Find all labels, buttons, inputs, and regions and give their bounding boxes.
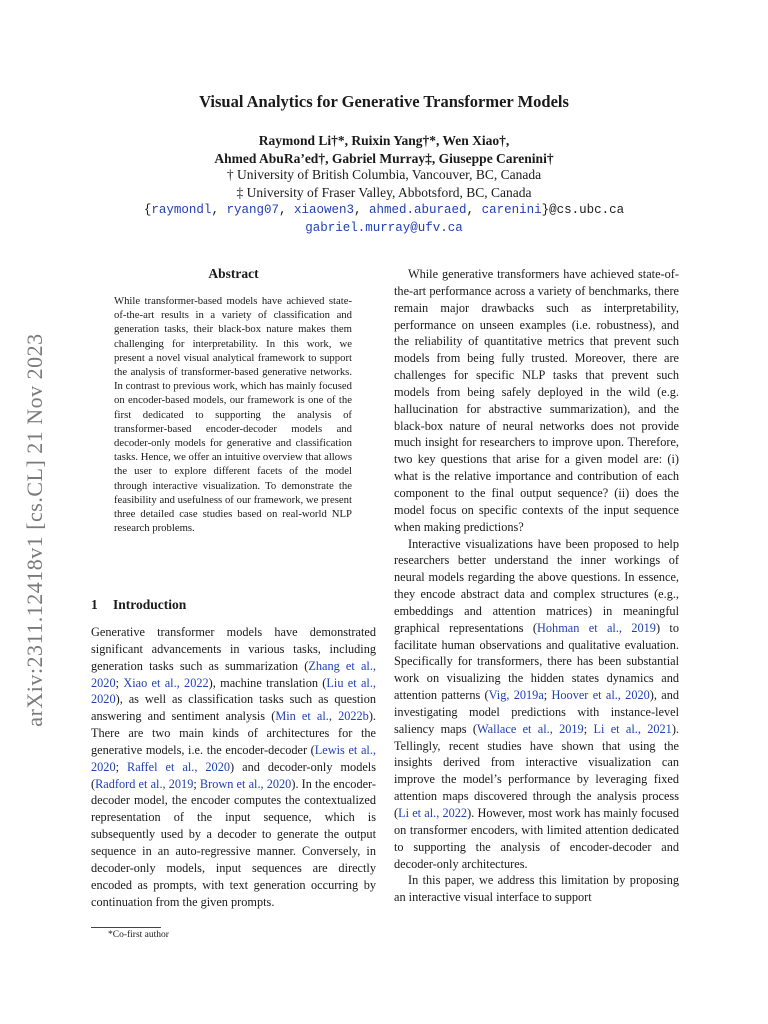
citation-link[interactable]: Min et al., 2022b [275, 709, 369, 724]
citation-link[interactable]: Wallace et al., 2019 [476, 721, 584, 736]
citation-link[interactable]: Vig, 2019a [488, 688, 544, 703]
email-link-raymondl[interactable]: raymondl [151, 203, 212, 217]
section-title: Introduction [113, 597, 187, 612]
email-brace-open: { [143, 203, 152, 217]
body-paragraph-1: While generative transformers have achieved state-of-the-art performance across a variety of benchmarks, there remain major drawbacks such as interpretability, performance on unseen examples (i.e. robustness), and the reliability of quantitative metrics that prevent such models from being fully trusted. Moreover, there are challenges for specific NLP tasks that prevent such models from being safely deployed in the wild (e.g. hallucination for abstractive summarization), and the black-box nature of neural networks does not provide much insight for researchers to improve upon. Therefore, two key questions that arise for a given model are: (i) what is the relative importance and contribution of each component to the final output sequence? (ii) does the model focus on specific contexts of the input sequence when making predictions? [394, 267, 679, 534]
citation-link[interactable]: Li et al., 2021 [593, 721, 672, 736]
body-paragraph-2: Interactive visualizations have been proposed to help researchers better understand the inner workings of neural models regarding the above questions. In essence, they encode abstract data and complex structures (e.g., embeddings and attention matrices) in meaningful graphical representations (Hohman et al., 2019) to facilitate human observations and qualitative evaluation. Specifically for transformers, there has been substantial work on visualizing the hidden states dynamics and attention patterns (Vig, 2019a; Hoover et al., 2020), and investigating model predictions with instance-level saliency maps (Wallace et al., 2019; Li et al., 2021). Tellingly, recent studies have shown that using the insights derived from interactive visualization can improve the model’s performance by leveraging fixed attention maps discovered through the analysis process (Li et al., 2022). However, most work has mainly focused on transformer encoders, with limited attention dedicated to supporting the analysis of encoder-decoder and decoder-only architectures. [394, 536, 680, 871]
affiliation-1: † University of British Columbia, Vancouver, BC, Canada [226, 167, 542, 182]
section-heading-introduction [91, 597, 186, 613]
section-number: 1 [91, 597, 98, 612]
right-column-body [394, 266, 679, 906]
citation-link[interactable]: Raffel et al., 2020 [127, 759, 231, 774]
citation-link[interactable]: Lewis et al., 2020 [91, 742, 376, 774]
abstract-heading: Abstract [208, 266, 259, 281]
citation-link[interactable]: Brown et al., 2020 [199, 776, 292, 791]
citation-link[interactable]: Hoover et al., 2020 [551, 688, 650, 703]
author-line-1: Raymond Li†*, Ruixin Yang†*, Wen Xiao†, [258, 133, 510, 148]
arxiv-identifier [10, 305, 60, 755]
email-link-xiaowen3[interactable]: xiaowen3 [293, 203, 354, 217]
citation-link[interactable]: Liu et al., 2020 [91, 675, 376, 707]
email-block [90, 201, 678, 237]
paper-title: Visual Analytics for Generative Transformer Models [199, 92, 569, 111]
author-list [90, 132, 678, 168]
introduction-paragraph: Generative transformer models have demonstrated significant advancements in various tasks, including generation tasks such as summarization (Zhang et al., 2020; Xiao et al., 2022), machine translation (Liu et al., 2020), as well as classification tasks such as question answering and sentiment analysis (Min et al., 2022b). There are two main kinds of architectures for the generative models, i.e. the encoder-decoder (Lewis et al., 2020; Raffel et al., 2020) and decoder-only models (Radford et al., 2019; Brown et al., 2020). In the encoder-decoder model, the encoder computes the contextualized representation of the input sequence, which is subsequently used by a decoder to generate the output sequence in an auto-regressive manner. Conversely, in decoder-only models, input sequences are directly encoded as prompts, with text generation occurring by continuation from the given prompts. [91, 625, 377, 909]
email-link-ryang07[interactable]: ryang07 [226, 203, 279, 217]
body-paragraph-3: In this paper, we address this limitation by proposing an interactive visual interface to support [394, 873, 679, 905]
email-link-carenini[interactable]: carenini [481, 203, 542, 217]
email-link-aburaed[interactable]: ahmed.aburaed [369, 203, 467, 217]
footnote-divider [91, 927, 161, 928]
arxiv-identifier-text: arXiv:2311.12418v1 [cs.CL] 21 Nov 2023 [22, 333, 47, 727]
citation-link[interactable]: Hohman et al., 2019 [537, 620, 656, 635]
citation-link[interactable]: Li et al., 2022 [398, 806, 468, 820]
citation-link[interactable]: Xiao et al., 2022 [123, 675, 209, 690]
author-line-2: Ahmed AbuRa’ed†, Gabriel Murray‡, Giuseppe Carenini† [214, 151, 554, 166]
footnote: *Co-first author [108, 930, 169, 940]
email-link-murray[interactable]: gabriel.murray@ufv.ca [305, 221, 463, 235]
citation-link[interactable]: Zhang et al., 2020 [91, 658, 376, 690]
citation-link[interactable]: Radford et al., 2019 [95, 776, 194, 791]
affiliation-2: ‡ University of Fraser Valley, Abbotsford, BC, Canada [236, 185, 532, 200]
affiliation-list [90, 166, 678, 202]
email-line-1: {raymondl, ryang07, xiaowen3, ahmed.aburaed, carenini}@cs.ubc.ca [143, 203, 625, 217]
abstract-text: While transformer-based models have achieved state-of-the-art results in a variety of classification and generation tasks, their black-box nature makes them challenging for interpretability. In this work, we present a novel visual analytical framework to support the analysis of transformer-based generative networks. In contrast to previous work, which has mainly focused on encoder-based models, our framework is one of the first dedicated to supporting the analysis of transformer-based encoder-decoder models and decoder-only models for generative and classification tasks. Hence, we offer an intuitive overview that allows the user to explore different facets of the model through interactive visualization. To demonstrate the feasibility and usefulness of our framework, we present three detailed case studies based on real-world NLP research problems. [114, 295, 352, 535]
email-domain: }@cs.ubc.ca [541, 203, 625, 217]
